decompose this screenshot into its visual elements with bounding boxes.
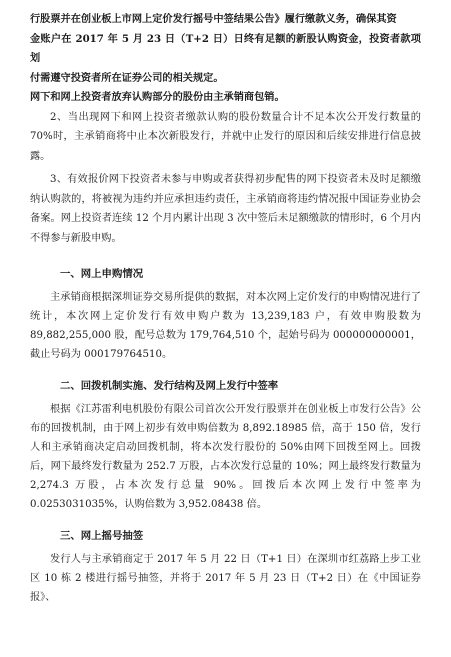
section-1-heading: 一、网上申购情况 bbox=[60, 268, 144, 280]
section-2-heading: 二、回拨机制实施、发行结构及网上发行中签率 bbox=[60, 380, 279, 392]
spacer bbox=[30, 364, 421, 376]
paragraph-3: 3、有效报价网下投资者未参与申购或者获得初步配售的网下投资者未及时足额缴纳认购款的，将被视为违约并应承担违约责任，主承销商将违约情况报中国证券业协会备案。网上投资者连续 12 个月内累计出现 3 次中签后未足额缴款的情形时，6 个月内不得参与新股申购。 bbox=[30, 174, 421, 244]
spacer bbox=[30, 248, 421, 264]
spacer bbox=[30, 514, 421, 526]
section-3-body: 发行人与主承销商定于 2017 年 5 月 22 日（T+1 日）在深圳市红荔路上步工业区 10 栋 2 楼进行摇号抽签，并将于 2017 年 5 月 23 日（T+2 日）在《中国证券报》、 bbox=[30, 554, 421, 603]
paragraph-2: 2、当出现网下和网上投资者缴款认购的股份数量合计不足本次公开发行数量的70%时，主承销商将中止本次新股发行，并就中止发行的原因和后续安排进行信息披露。 bbox=[30, 111, 421, 162]
section-1-body: 主承销商根据深圳证券交易所提供的数据，对本次网上定价发行的申购情况进行了统计，本次网上定价发行有效申购户数为 13,239,183 户，有效申购股数为 89,882,255,000 股，配号总数为 179,764,510 个，起始号码为 000000000001，截止号码为 000179764510。 bbox=[30, 292, 421, 360]
intro-bold-line-1: 行股票并在创业板上市网上定价发行摇号中签结果公告》履行缴款义务，确保其资 bbox=[30, 13, 397, 25]
intro-bold-line-2: 金账户在 2017 年 5 月 23 日（T+2 日）日终有足额的新股认购资金，投资者款项划 bbox=[30, 32, 421, 64]
intro-bold-line-4: 网下和网上投资者放弃认购部分的股份由主承销商包销。 bbox=[30, 91, 285, 103]
section-3-heading: 三、网上摇号抽签 bbox=[60, 530, 144, 542]
section-2-body: 根据《江苏雷利电机股份有限公司首次公开发行股票并在创业板上市发行公告》公布的回拨机制，由于网上初步有效申购倍数为 8,892.18985 倍，高于 150 倍，发行人和主承销商决定启动回拨机制，将本次发行股份的 50%由网下回拨至网上。回拨后，网下最终发行数量为 252.7 万股，占本次发行总量的 10%；网上最终发行数量为 2,274.3 万股，占本次发行总量 90%。回拨后本次网上发行中签率为 0.0253031035%，认购倍数为 3,952.08438 倍。 bbox=[30, 404, 421, 510]
intro-bold-line-3: 付需遵守投资者所在证券公司的相关规定。 bbox=[30, 71, 224, 84]
